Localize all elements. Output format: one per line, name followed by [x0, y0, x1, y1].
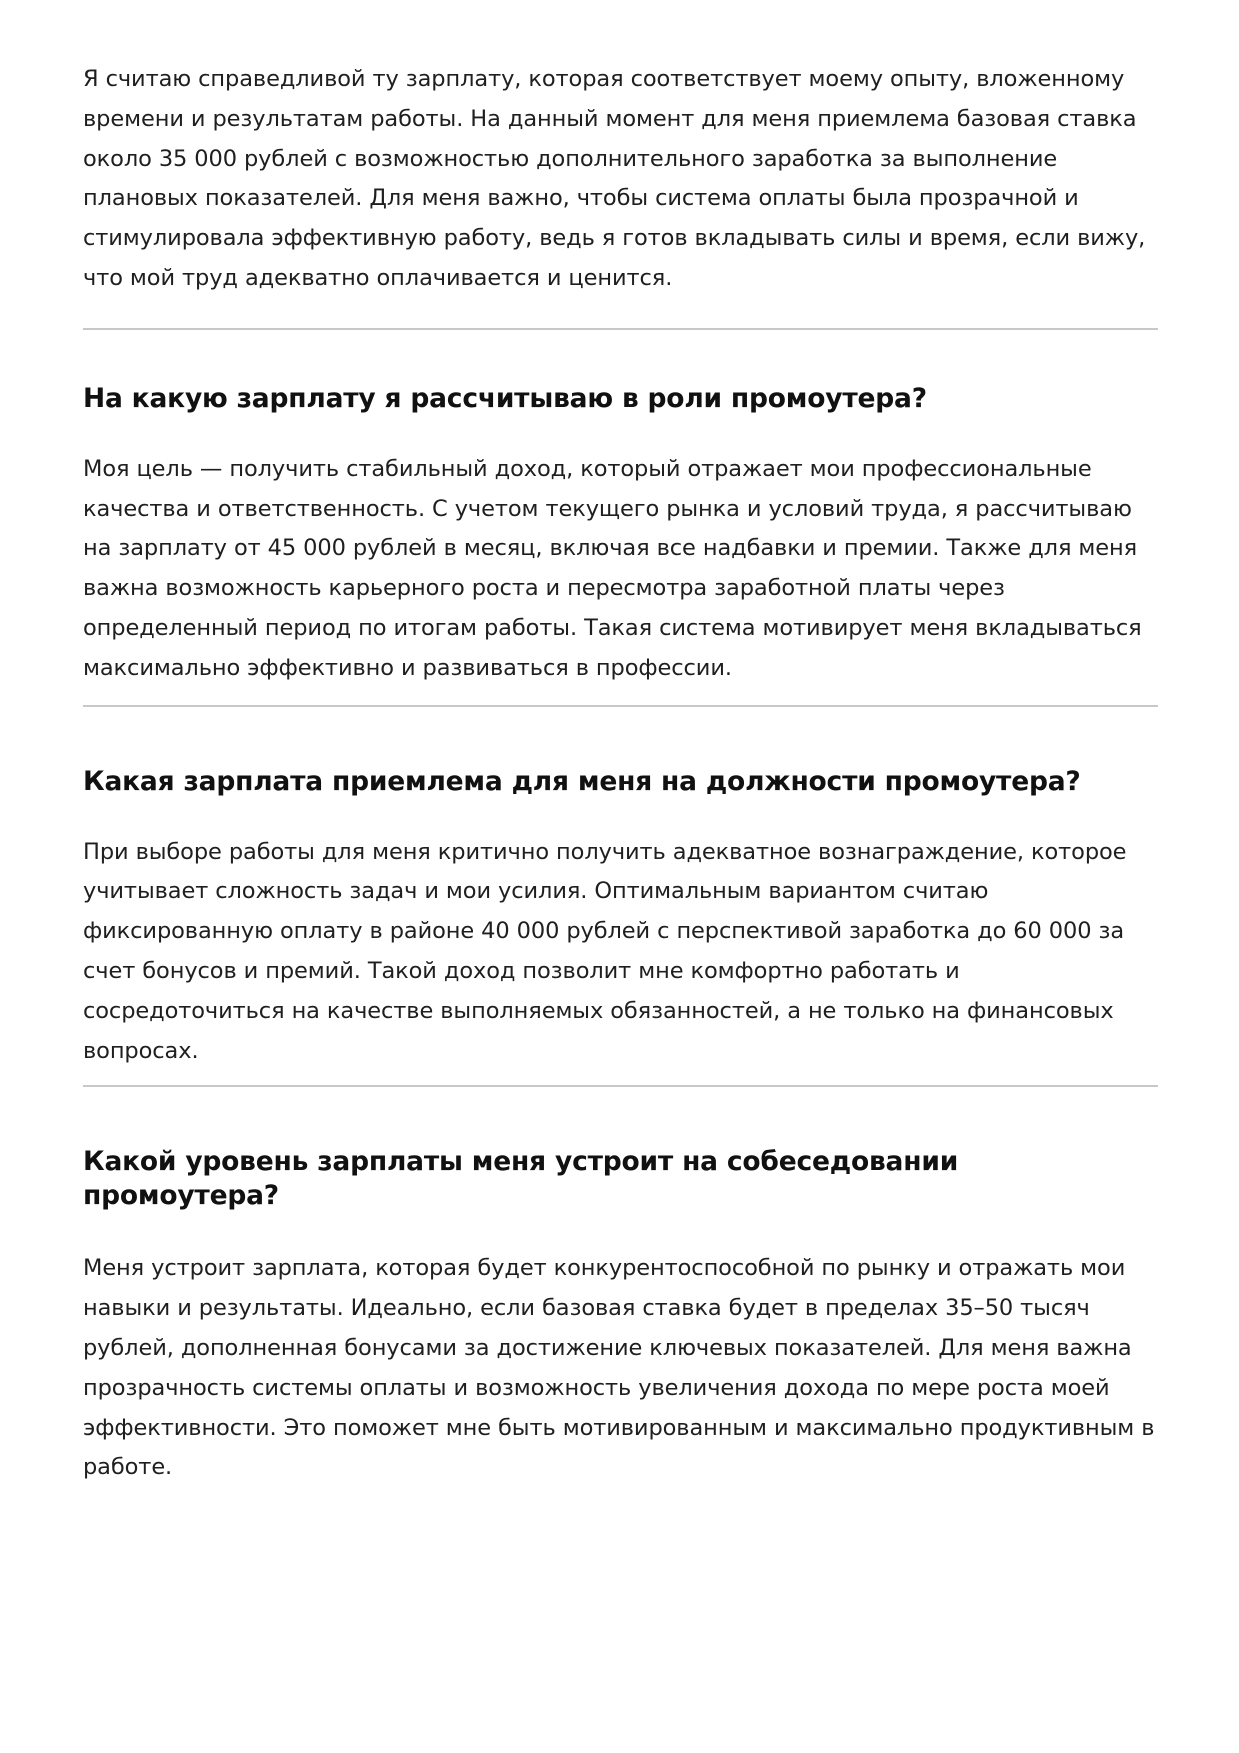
section-heading-acceptable-salary: Какая зарплата приемлема для меня на должности промоутера? — [83, 765, 1081, 797]
document-page — [83, 60, 1158, 1488]
section-paragraph-interview-salary: Меня устроит зарплата, которая будет конкурентоспособной по рынку и отражать мои навыки и результаты. Идеально, если базовая ставка будет в пределах 35–50 тысяч рублей, дополненная бонусами за достижение ключевых показателей. Для меня важна прозрачность системы оплаты и возможность увеличения дохода по мере роста моей эффективности. Это поможет мне быть мотивированным и максимально продуктивным в работе. — [83, 1255, 1155, 1481]
section-divider — [83, 1085, 1158, 1087]
section-divider — [83, 705, 1158, 707]
section-paragraph-expected-salary: Моя цель — получить стабильный доход, который отражает мои профессиональные качества и ответственность. С учетом текущего рынка и условий труда, я рассчитываю на зарплату от 45 000 рублей в месяц, включая все надбавки и премии. Также для меня важна возможность карьерного роста и пересмотра заработной платы через определенный период по итогам работы. Такая система мотивирует меня вкладываться максимально эффективно и развиваться в профессии. — [83, 455, 1142, 681]
section-divider — [83, 328, 1158, 330]
section-heading-interview-salary: Какой уровень зарплаты меня устроит на собеседовании промоутера? — [83, 1146, 959, 1212]
section-heading-expected-salary: На какую зарплату я рассчитываю в роли промоутера? — [83, 382, 927, 414]
intro-paragraph: Я считаю справедливой ту зарплату, которая соответствует моему опыту, вложенному времени и результатам работы. На данный момент для меня приемлема базовая ставка около 35 000 рублей с возможностью дополнительного заработка за выполнение плановых показателей. Для меня важно, чтобы система оплаты была прозрачной и стимулировала эффективную работу, ведь я готов вкладывать силы и время, если вижу, что мой труд адекватно оплачивается и ценится. — [83, 66, 1146, 291]
section-paragraph-acceptable-salary: При выборе работы для меня критично получить адекватное вознаграждение, которое учитывает сложность задач и мои усилия. Оптимальным вариантом считаю фиксированную оплату в районе 40 000 рублей с перспективой заработка до 60 000 за счет бонусов и премий. Такой доход позволит мне комфортно работать и сосредоточиться на качестве выполняемых обязанностей, а не только на финансовых вопросах. — [83, 838, 1127, 1064]
